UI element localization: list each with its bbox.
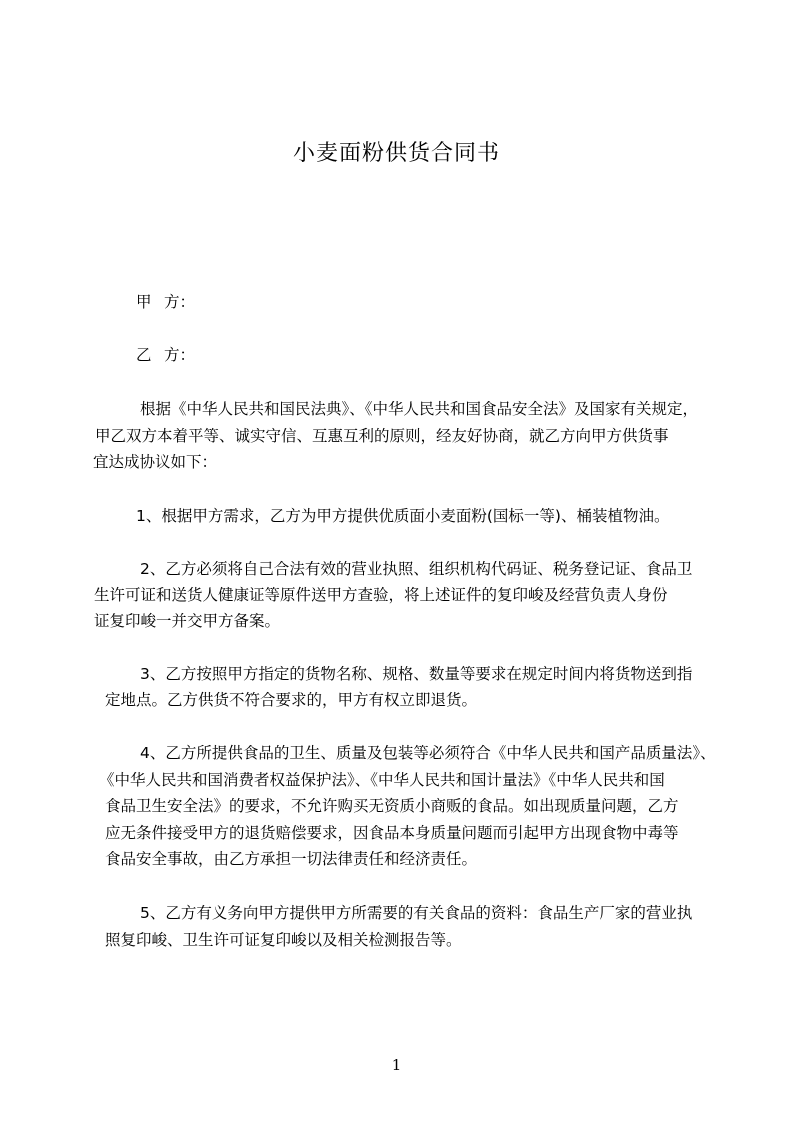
party-b-name: 乙 [136,346,152,364]
clause-4-line: 《中华人民共和国消费者权益保护法》、《中华人民共和国计量法》《中华人民共和国 [99,771,665,789]
clause-4-line: 食品卫生安全法》的要求，不允许购买无资质小商贩的食品。如出现质量问题，乙方 [105,797,679,815]
clause-4-line: 食品安全事故，由乙方承担一切法律责任和经济责任。 [105,850,478,868]
page-number: 1 [391,1056,402,1074]
clause-3-line: 定地点。乙方供货不符合要求的，甲方有权立即退货。 [105,691,478,709]
party-b-line [136,345,195,365]
preamble-line: 甲乙双方本着平等、诚实守信、互惠互利的原则，经友好协商，就乙方向甲方供货事 [95,427,669,445]
clause-1-line: 1、根据甲方需求，乙方为甲方提供优质面小麦面粉(国标一等)、桶装植物油。 [136,507,670,525]
preamble-line: 宜达成协议如下： [93,453,218,471]
clause-2-line: 2、乙方必须将自己合法有效的营业执照、组织机构代码证、税务登记证、食品卫 [140,560,693,578]
clause-5-line: 照复印峻、卫生许可证复印峻以及相关检测报告等。 [105,931,462,949]
clause-3-line: 3、乙方按照甲方指定的货物名称、规格、数量等要求在规定时间内将货物送到指 [140,665,693,683]
party-a-name: 甲 [136,293,152,311]
clause-4-line: 应无条件接受甲方的退货赔偿要求，因食品本身质量问题而引起甲方出现食物中毒等 [105,824,679,842]
clause-2-line: 证复印峻一并交甲方备案。 [94,612,281,630]
document-title: 小麦面粉供货合同书 [292,141,500,166]
clause-4-line: 4、乙方所提供食品的卫生、质量及包装等必须符合《中华人民共和国产品质量法》、 [140,744,716,762]
clause-5-line: 5、乙方有义务向甲方提供甲方所需要的有关食品的资料：食品生产厂家的营业执 [140,904,693,922]
clause-2-line: 生许可证和送货人健康证等原件送甲方查验，将上述证件的复印峻及经营负责人身份 [94,586,668,604]
party-b-label: 方： [164,346,196,364]
party-a-label: 方： [164,293,196,311]
preamble-line: 根据《中华人民共和国民法典》、《中华人民共和国食品安全法》及国家有关规定， [140,400,699,418]
party-a-line [136,292,195,312]
